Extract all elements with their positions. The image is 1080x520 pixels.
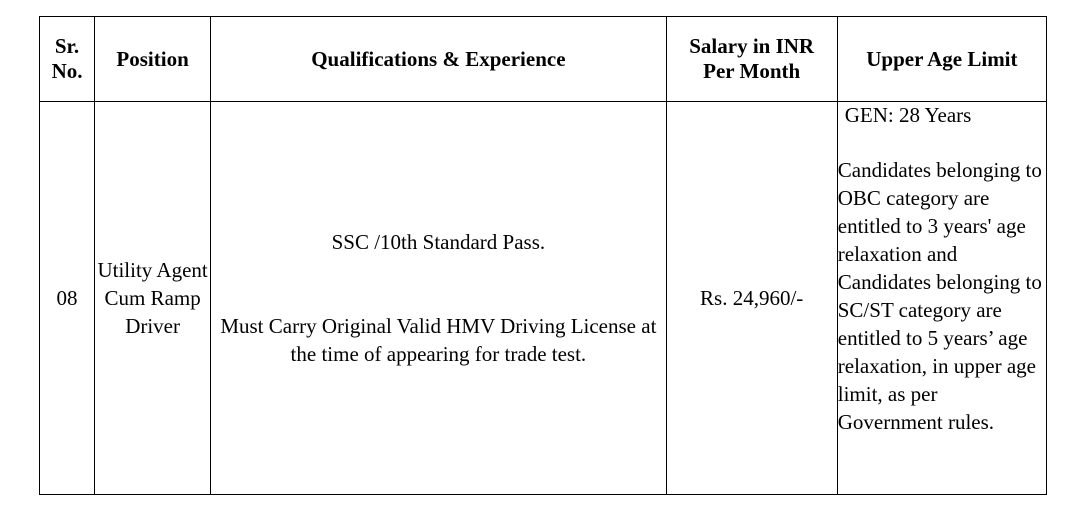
age-limit-general: GEN: 28 Years — [844, 103, 972, 127]
table-header-row — [40, 17, 1047, 102]
cell-age-limit — [837, 102, 1046, 495]
age-relaxation-note: Candidates belonging to OBC category are entitled to 3 years' age relaxation and Candidates belonging to SC/ST category are entitled to 5 years’ age relaxation, in upper age limit, as per Government rules. — [837, 158, 1042, 434]
header-position: Position — [95, 17, 211, 102]
qualification-spacer — [211, 256, 665, 312]
header-age-limit: Upper Age Limit — [837, 17, 1046, 102]
header-qualifications: Qualifications & Experience — [211, 17, 666, 102]
header-salary: Salary in INR Per Month — [666, 17, 837, 102]
header-sr-no: Sr. No. — [40, 17, 95, 102]
qualification-education: SSC /10th Standard Pass. — [331, 230, 546, 254]
cell-qualifications — [211, 102, 666, 495]
table-row — [40, 102, 1047, 495]
cell-position: Utility Agent Cum Ramp Driver — [95, 102, 211, 495]
cell-sr-no: 08 — [40, 102, 95, 495]
cell-salary: Rs. 24,960/- — [666, 102, 837, 495]
vacancy-table — [39, 16, 1047, 495]
qualification-license: Must Carry Original Valid HMV Driving License at the time of appearing for trade test. — [220, 314, 657, 366]
